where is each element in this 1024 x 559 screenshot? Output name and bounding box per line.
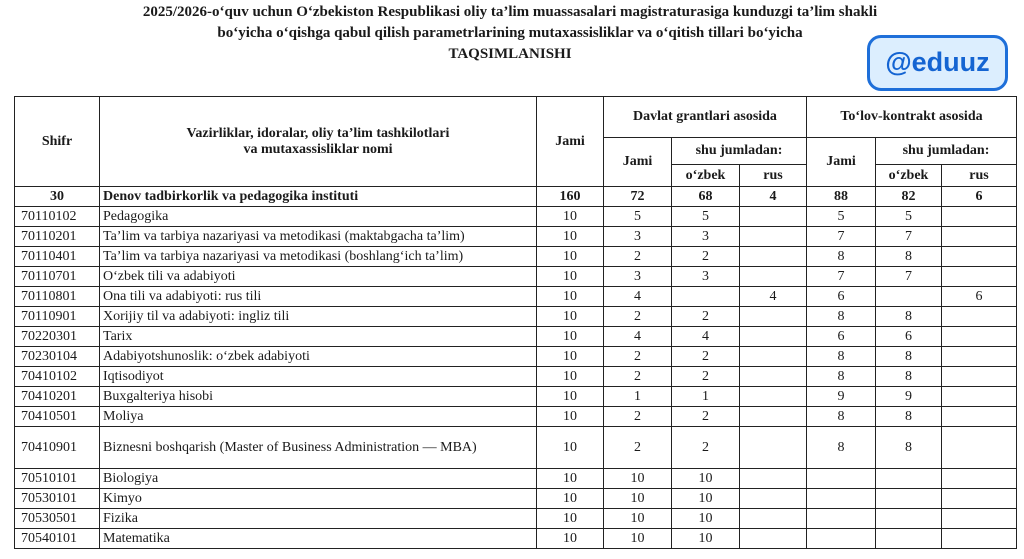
contract-rus-cell bbox=[942, 267, 1017, 287]
name-cell: Biologiya bbox=[100, 469, 537, 489]
grant-rus-cell: 4 bbox=[740, 187, 807, 207]
shifr-cell: 70530101 bbox=[15, 489, 100, 509]
contract-uzbek-cell bbox=[876, 489, 942, 509]
contract-uzbek-cell: 7 bbox=[876, 227, 942, 247]
header-grant-shu: shu jumladan: bbox=[672, 138, 807, 165]
header-grant-jami: Jami bbox=[604, 138, 672, 187]
grant-uzbek-cell: 2 bbox=[672, 347, 740, 367]
title-line-2: bo‘yicha o‘qishga qabul qilish parametrlarining mutaxassisliklar va o‘qitish tillari bo‘yicha bbox=[217, 25, 803, 41]
jami-cell: 10 bbox=[537, 489, 604, 509]
contract-rus-cell bbox=[942, 509, 1017, 529]
name-cell: O‘zbek tili va adabiyoti bbox=[100, 267, 537, 287]
jami-cell: 10 bbox=[537, 247, 604, 267]
document-title bbox=[60, 2, 960, 65]
table-row bbox=[15, 267, 1017, 287]
grant-jami-cell: 2 bbox=[604, 427, 672, 469]
header-contract-uzbek: o‘zbek bbox=[876, 165, 942, 187]
grant-rus-cell bbox=[740, 529, 807, 549]
contract-uzbek-cell: 8 bbox=[876, 367, 942, 387]
shifr-cell: 70510101 bbox=[15, 469, 100, 489]
title-line-3: TAQSIMLANISHI bbox=[448, 46, 572, 62]
table-row bbox=[15, 529, 1017, 549]
jami-cell: 10 bbox=[537, 529, 604, 549]
contract-jami-cell: 9 bbox=[807, 387, 876, 407]
jami-cell: 10 bbox=[537, 509, 604, 529]
contract-rus-cell bbox=[942, 529, 1017, 549]
jami-cell: 10 bbox=[537, 407, 604, 427]
header-contract: To‘lov-kontrakt asosida bbox=[807, 97, 1017, 138]
name-cell: Ona tili va adabiyoti: rus tili bbox=[100, 287, 537, 307]
grant-rus-cell bbox=[740, 509, 807, 529]
grant-uzbek-cell: 2 bbox=[672, 407, 740, 427]
shifr-cell: 70110801 bbox=[15, 287, 100, 307]
contract-jami-cell bbox=[807, 489, 876, 509]
table-row bbox=[15, 287, 1017, 307]
contract-rus-cell bbox=[942, 227, 1017, 247]
shifr-cell: 70410501 bbox=[15, 407, 100, 427]
contract-rus-cell bbox=[942, 407, 1017, 427]
jami-cell: 10 bbox=[537, 367, 604, 387]
contract-uzbek-cell bbox=[876, 529, 942, 549]
contract-uzbek-cell: 8 bbox=[876, 407, 942, 427]
name-cell: Kimyo bbox=[100, 489, 537, 509]
shifr-cell: 70410102 bbox=[15, 367, 100, 387]
contract-uzbek-cell: 82 bbox=[876, 187, 942, 207]
contract-uzbek-cell bbox=[876, 287, 942, 307]
shifr-cell: 70110401 bbox=[15, 247, 100, 267]
grant-uzbek-cell: 2 bbox=[672, 367, 740, 387]
name-cell: Moliya bbox=[100, 407, 537, 427]
shifr-cell: 70530501 bbox=[15, 509, 100, 529]
grant-jami-cell: 3 bbox=[604, 227, 672, 247]
jami-cell: 10 bbox=[537, 387, 604, 407]
grant-rus-cell bbox=[740, 489, 807, 509]
grant-jami-cell: 2 bbox=[604, 307, 672, 327]
header-name bbox=[100, 97, 537, 187]
grant-rus-cell bbox=[740, 207, 807, 227]
name-cell: Fizika bbox=[100, 509, 537, 529]
grant-rus-cell bbox=[740, 407, 807, 427]
jami-cell: 10 bbox=[537, 427, 604, 469]
shifr-cell: 70220301 bbox=[15, 327, 100, 347]
contract-jami-cell bbox=[807, 529, 876, 549]
grant-jami-cell: 1 bbox=[604, 387, 672, 407]
name-cell: Buxgalteriya hisobi bbox=[100, 387, 537, 407]
name-cell: Xorijiy til va adabiyoti: ingliz tili bbox=[100, 307, 537, 327]
name-cell: Biznesni boshqarish (Master of Business Administration — MBA) bbox=[100, 427, 537, 469]
grant-jami-cell: 10 bbox=[604, 529, 672, 549]
grant-uzbek-cell: 3 bbox=[672, 227, 740, 247]
header-shifr: Shifr bbox=[15, 97, 100, 187]
contract-uzbek-cell: 8 bbox=[876, 347, 942, 367]
shifr-cell: 70540101 bbox=[15, 529, 100, 549]
name-cell: Matematika bbox=[100, 529, 537, 549]
table-row bbox=[15, 367, 1017, 387]
grant-rus-cell bbox=[740, 267, 807, 287]
grant-jami-cell: 10 bbox=[604, 489, 672, 509]
jami-cell: 10 bbox=[537, 287, 604, 307]
table-row bbox=[15, 469, 1017, 489]
shifr-cell: 70110901 bbox=[15, 307, 100, 327]
admission-table bbox=[14, 96, 1017, 549]
jami-cell: 10 bbox=[537, 267, 604, 287]
grant-uzbek-cell bbox=[672, 287, 740, 307]
header-name-line-1: Vazirliklar, idoralar, oliy ta’lim tashkilotlari bbox=[186, 125, 450, 141]
contract-uzbek-cell: 8 bbox=[876, 427, 942, 469]
contract-jami-cell: 6 bbox=[807, 287, 876, 307]
header-contract-shu: shu jumladan: bbox=[876, 138, 1017, 165]
grant-rus-cell: 4 bbox=[740, 287, 807, 307]
contract-jami-cell bbox=[807, 509, 876, 529]
contract-jami-cell: 6 bbox=[807, 327, 876, 347]
table-row bbox=[15, 307, 1017, 327]
contract-jami-cell: 5 bbox=[807, 207, 876, 227]
grant-uzbek-cell: 10 bbox=[672, 529, 740, 549]
shifr-cell: 70410201 bbox=[15, 387, 100, 407]
grant-uzbek-cell: 4 bbox=[672, 327, 740, 347]
contract-uzbek-cell bbox=[876, 469, 942, 489]
jami-cell: 10 bbox=[537, 469, 604, 489]
name-cell: Tarix bbox=[100, 327, 537, 347]
grant-jami-cell: 3 bbox=[604, 267, 672, 287]
contract-uzbek-cell: 6 bbox=[876, 327, 942, 347]
table-row bbox=[15, 489, 1017, 509]
contract-uzbek-cell: 5 bbox=[876, 207, 942, 227]
contract-jami-cell: 8 bbox=[807, 367, 876, 387]
grant-uzbek-cell: 2 bbox=[672, 307, 740, 327]
contract-rus-cell bbox=[942, 489, 1017, 509]
header-grant-rus: rus bbox=[740, 165, 807, 187]
contract-jami-cell: 8 bbox=[807, 307, 876, 327]
contract-rus-cell: 6 bbox=[942, 187, 1017, 207]
contract-rus-cell bbox=[942, 247, 1017, 267]
contract-rus-cell bbox=[942, 347, 1017, 367]
contract-rus-cell bbox=[942, 307, 1017, 327]
name-cell: Pedagogika bbox=[100, 207, 537, 227]
grant-rus-cell bbox=[740, 367, 807, 387]
contract-rus-cell bbox=[942, 367, 1017, 387]
shifr-cell: 30 bbox=[15, 187, 100, 207]
jami-cell: 10 bbox=[537, 227, 604, 247]
grant-jami-cell: 10 bbox=[604, 469, 672, 489]
grant-rus-cell bbox=[740, 387, 807, 407]
contract-jami-cell: 8 bbox=[807, 407, 876, 427]
contract-rus-cell: 6 bbox=[942, 287, 1017, 307]
table-body bbox=[15, 187, 1017, 549]
contract-jami-cell bbox=[807, 469, 876, 489]
name-cell: Denov tadbirkorlik va pedagogika instituti bbox=[100, 187, 537, 207]
institute-row bbox=[15, 187, 1017, 207]
shifr-cell: 70410901 bbox=[15, 427, 100, 469]
contract-jami-cell: 8 bbox=[807, 427, 876, 469]
name-cell: Ta’lim va tarbiya nazariyasi va metodikasi (maktabgacha ta’lim) bbox=[100, 227, 537, 247]
shifr-cell: 70110201 bbox=[15, 227, 100, 247]
name-cell: Iqtisodiyot bbox=[100, 367, 537, 387]
header-grant-uzbek: o‘zbek bbox=[672, 165, 740, 187]
contract-rus-cell bbox=[942, 327, 1017, 347]
header-grant: Davlat grantlari asosida bbox=[604, 97, 807, 138]
jami-cell: 10 bbox=[537, 207, 604, 227]
grant-uzbek-cell: 5 bbox=[672, 207, 740, 227]
grant-jami-cell: 5 bbox=[604, 207, 672, 227]
contract-uzbek-cell bbox=[876, 509, 942, 529]
table-row bbox=[15, 387, 1017, 407]
name-cell: Adabiyotshunoslik: o‘zbek adabiyoti bbox=[100, 347, 537, 367]
table-row bbox=[15, 427, 1017, 469]
watermark-badge: @eduuz bbox=[867, 35, 1008, 91]
contract-jami-cell: 7 bbox=[807, 227, 876, 247]
grant-jami-cell: 2 bbox=[604, 347, 672, 367]
grant-uzbek-cell: 10 bbox=[672, 509, 740, 529]
jami-cell: 10 bbox=[537, 307, 604, 327]
header-jami: Jami bbox=[537, 97, 604, 187]
grant-rus-cell bbox=[740, 247, 807, 267]
header-contract-rus: rus bbox=[942, 165, 1017, 187]
table-row bbox=[15, 509, 1017, 529]
header-contract-jami: Jami bbox=[807, 138, 876, 187]
grant-jami-cell: 72 bbox=[604, 187, 672, 207]
title-line-1: 2025/2026-o‘quv uchun O‘zbekiston Respublikasi oliy ta’lim muassasalari magistraturasiga kunduzgi ta’lim shakli bbox=[142, 4, 878, 20]
table-row bbox=[15, 247, 1017, 267]
table-header bbox=[15, 97, 1017, 187]
contract-rus-cell bbox=[942, 207, 1017, 227]
grant-uzbek-cell: 10 bbox=[672, 489, 740, 509]
grant-uzbek-cell: 68 bbox=[672, 187, 740, 207]
contract-rus-cell bbox=[942, 427, 1017, 469]
grant-jami-cell: 2 bbox=[604, 247, 672, 267]
contract-jami-cell: 8 bbox=[807, 247, 876, 267]
contract-jami-cell: 7 bbox=[807, 267, 876, 287]
jami-cell: 160 bbox=[537, 187, 604, 207]
grant-rus-cell bbox=[740, 307, 807, 327]
grant-rus-cell bbox=[740, 469, 807, 489]
table-row bbox=[15, 327, 1017, 347]
jami-cell: 10 bbox=[537, 327, 604, 347]
contract-jami-cell: 88 bbox=[807, 187, 876, 207]
grant-uzbek-cell: 3 bbox=[672, 267, 740, 287]
grant-rus-cell bbox=[740, 347, 807, 367]
header-name-line-2: va mutaxassisliklar nomi bbox=[243, 141, 393, 157]
table-row bbox=[15, 407, 1017, 427]
contract-uzbek-cell: 9 bbox=[876, 387, 942, 407]
grant-jami-cell: 10 bbox=[604, 509, 672, 529]
table-row bbox=[15, 207, 1017, 227]
grant-uzbek-cell: 10 bbox=[672, 469, 740, 489]
grant-jami-cell: 4 bbox=[604, 327, 672, 347]
grant-uzbek-cell: 2 bbox=[672, 247, 740, 267]
contract-uzbek-cell: 8 bbox=[876, 307, 942, 327]
table-row bbox=[15, 227, 1017, 247]
table-row bbox=[15, 347, 1017, 367]
grant-rus-cell bbox=[740, 227, 807, 247]
shifr-cell: 70110701 bbox=[15, 267, 100, 287]
contract-uzbek-cell: 7 bbox=[876, 267, 942, 287]
grant-jami-cell: 2 bbox=[604, 407, 672, 427]
grant-uzbek-cell: 1 bbox=[672, 387, 740, 407]
shifr-cell: 70110102 bbox=[15, 207, 100, 227]
contract-jami-cell: 8 bbox=[807, 347, 876, 367]
grant-jami-cell: 2 bbox=[604, 367, 672, 387]
grant-uzbek-cell: 2 bbox=[672, 427, 740, 469]
contract-rus-cell bbox=[942, 469, 1017, 489]
shifr-cell: 70230104 bbox=[15, 347, 100, 367]
jami-cell: 10 bbox=[537, 347, 604, 367]
contract-rus-cell bbox=[942, 387, 1017, 407]
name-cell: Ta’lim va tarbiya nazariyasi va metodikasi (boshlang‘ich ta’lim) bbox=[100, 247, 537, 267]
contract-uzbek-cell: 8 bbox=[876, 247, 942, 267]
grant-rus-cell bbox=[740, 327, 807, 347]
grant-rus-cell bbox=[740, 427, 807, 469]
grant-jami-cell: 4 bbox=[604, 287, 672, 307]
